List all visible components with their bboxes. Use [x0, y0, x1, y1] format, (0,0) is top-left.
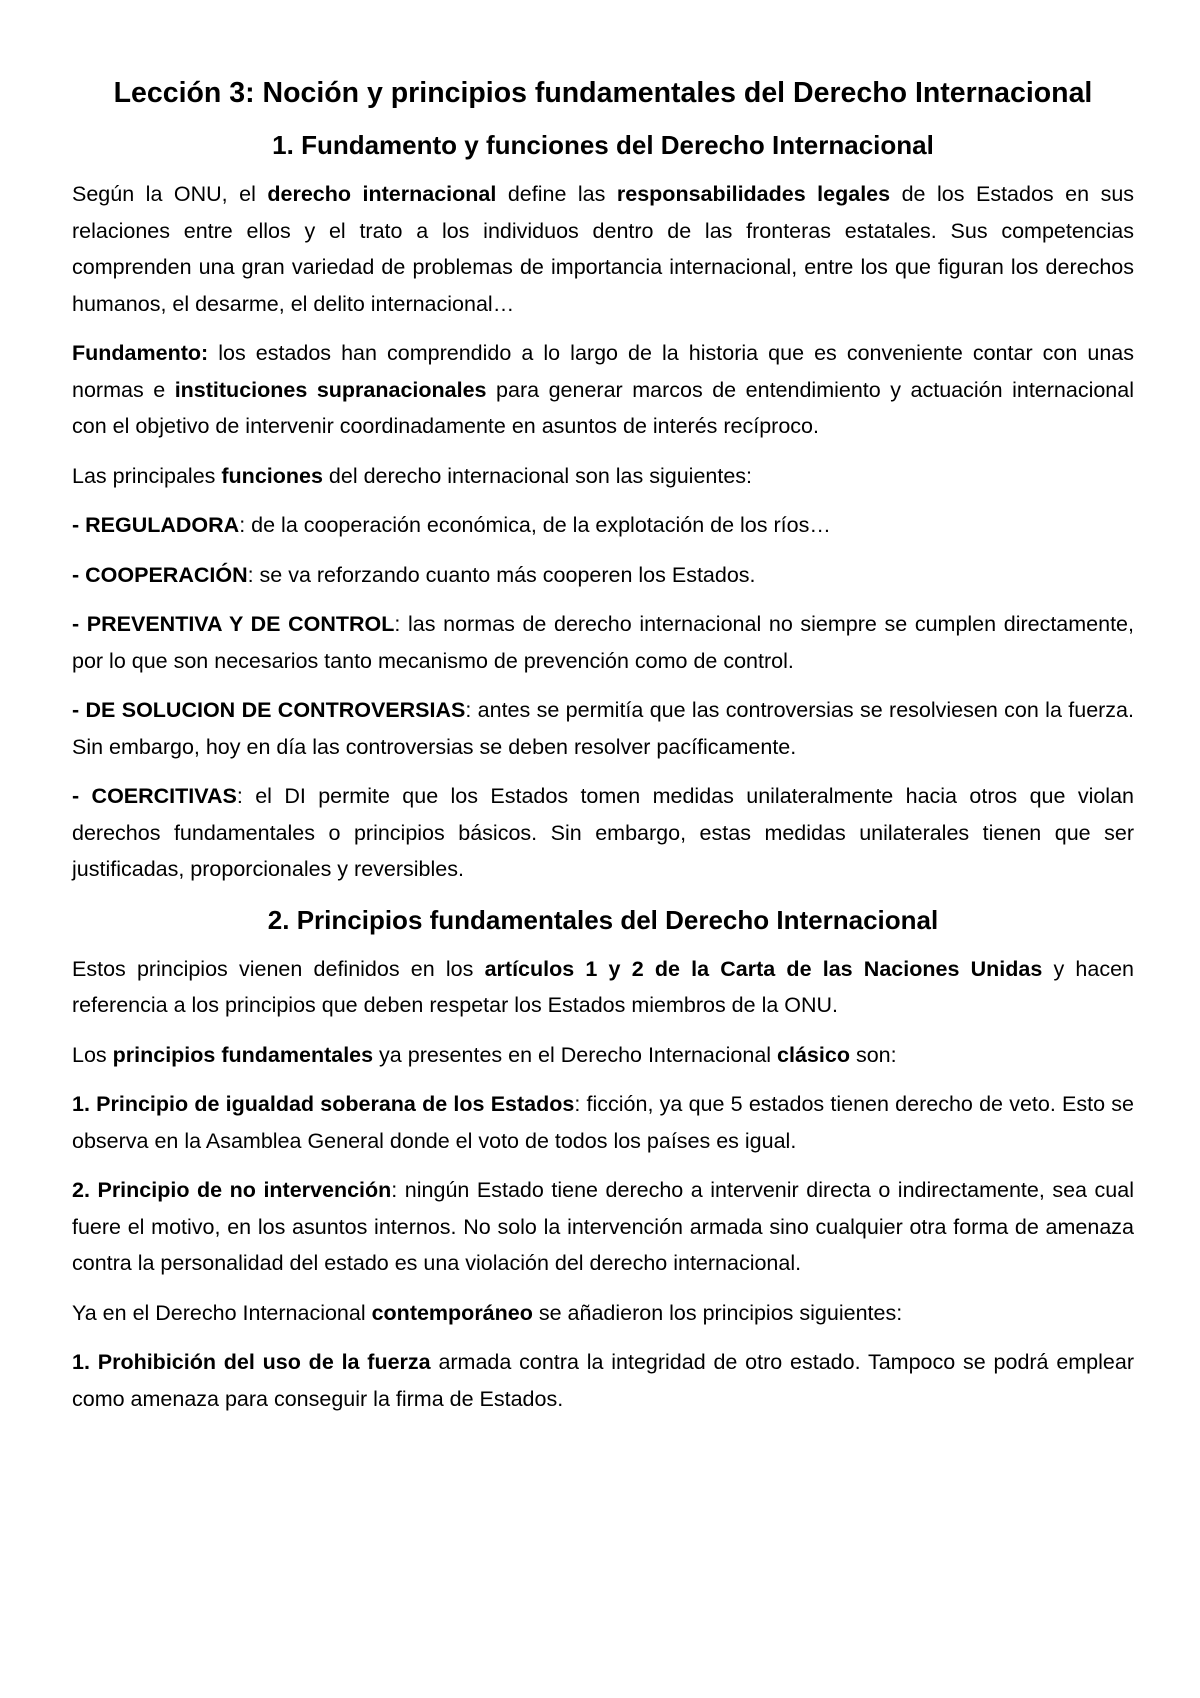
bold-term: Fundamento: — [72, 341, 209, 365]
text-run: Ya en el Derecho Internacional — [72, 1300, 372, 1325]
funcion-description: : el DI permite que los Estados tomen medidas unilateralmente hacia otros que violan derechos fundamentales o principios básicos. Sin embargo, estas medidas unilaterales tienen que ser justificadas, proporcionales y reversibles. — [72, 784, 1134, 881]
text-run: define las — [496, 182, 617, 206]
text-run: Los — [72, 1042, 113, 1067]
text-run: ya presentes en el Derecho Internacional — [373, 1042, 778, 1067]
principio-term: Principio de no intervención — [89, 1178, 392, 1202]
principio-contemporaneo-uso-fuerza — [72, 1344, 1134, 1417]
text-run: para generar marcos de entendimiento y actuación internacional con el objetivo de intervenir coordinadamente en asuntos de interés recíproco. — [72, 377, 1134, 438]
funcion-item-cooperacion — [72, 557, 1134, 594]
funciones-intro-paragraph — [72, 458, 1134, 495]
funcion-term: - DE SOLUCION DE CONTROVERSIAS — [72, 698, 466, 722]
funcion-term: - COOPERACIÓN — [72, 562, 248, 587]
text-run: y hacen referencia a los principios que deben respetar los Estados miembros de la ONU. — [72, 956, 1135, 1017]
bold-term: instituciones supranacionales — [174, 377, 487, 402]
funcion-item-solucion-controversias — [72, 692, 1134, 765]
page-title: Lección 3: Noción y principios fundamentales del Derecho Internacional — [113, 77, 1093, 109]
bold-term: principios fundamentales — [112, 1042, 374, 1067]
funcion-item-preventiva — [72, 606, 1134, 679]
text-run: Según la ONU, el — [72, 182, 268, 206]
funcion-description: : se va reforzando cuanto más cooperen los Estados. — [247, 562, 756, 587]
clasicos-intro-paragraph — [72, 1037, 1134, 1074]
principio-clasico-no-intervencion — [72, 1172, 1134, 1282]
document-page — [72, 72, 1134, 1430]
principio-description: : ficción, ya que 5 estados tienen derecho de veto. Esto se observa en la Asamblea General donde el voto de todos los países es igual. — [72, 1092, 1134, 1153]
section-1-heading: 1. Fundamento y funciones del Derecho Internacional — [272, 130, 934, 160]
principio-term: Principio de igualdad soberana de los Estados — [89, 1092, 575, 1116]
fundamento-paragraph — [72, 335, 1134, 445]
principio-description: armada contra la integridad de otro estado. Tampoco se podrá emplear como amenaza para conseguir la firma de Estados. — [72, 1350, 1134, 1411]
principio-description: : ningún Estado tiene derecho a intervenir directa o indirectamente, sea cual fuere el motivo, en los asuntos internos. No solo la intervención armada sino cualquier otra forma de amenaza contra la personalidad del estado es una violación del derecho internacional. — [72, 1178, 1134, 1275]
contemporaneo-intro-paragraph — [72, 1295, 1134, 1332]
bold-term: artículos 1 y 2 de la Carta de las Naciones Unidas — [484, 956, 1043, 981]
text-run: Estos principios vienen definidos en los — [72, 956, 485, 981]
funcion-item-reguladora — [72, 507, 1134, 544]
funcion-term: - COERCITIVAS — [72, 784, 237, 808]
section-2-heading: 2. Principios fundamentales del Derecho Internacional — [267, 904, 939, 935]
funcion-item-coercitivas — [72, 778, 1134, 888]
section-1-intro-paragraph — [72, 176, 1134, 322]
bold-term: derecho internacional — [267, 182, 497, 206]
funcion-description: : de la cooperación económica, de la explotación de los ríos… — [239, 513, 831, 537]
section-2-intro-paragraph — [72, 951, 1134, 1024]
bold-term: contemporáneo — [371, 1300, 533, 1325]
text-run: se añadieron los principios siguientes: — [532, 1300, 903, 1325]
funcion-term: - REGULADORA — [72, 513, 240, 537]
principio-number: 1. — [72, 1092, 90, 1116]
bold-term: clásico — [777, 1042, 850, 1067]
text-run: del derecho internacional son las siguientes: — [322, 463, 753, 488]
funcion-description: : antes se permitía que las controversias se resolviesen con la fuerza. Sin embargo, hoy en día las controversias se deben resolver pacíficamente. — [72, 698, 1134, 759]
principio-number: 2. — [72, 1178, 90, 1202]
text-run: los estados han comprendido a lo largo de la historia que es conveniente contar con unas normas e — [72, 341, 1134, 402]
principio-clasico-igualdad — [72, 1086, 1134, 1159]
funcion-term: - PREVENTIVA Y DE CONTROL — [72, 612, 395, 636]
principio-number: 1. — [72, 1350, 90, 1374]
text-run: Las principales — [72, 463, 222, 488]
text-run: son: — [849, 1042, 897, 1067]
text-run: de los Estados en sus relaciones entre ellos y el trato a los individuos dentro de las fronteras estatales. Sus competencias comprenden una gran variedad de problemas de importancia internacional, entre los que figuran los derechos humanos, el desarme, el delito internacional… — [72, 182, 1135, 316]
bold-term: responsabilidades legales — [616, 182, 891, 206]
bold-term: funciones — [221, 463, 323, 488]
funcion-description: : las normas de derecho internacional no siempre se cumplen directamente, por lo que son necesarios tanto mecanismo de prevención como de control. — [72, 612, 1134, 673]
principio-term: Prohibición del uso de la fuerza — [89, 1350, 431, 1374]
